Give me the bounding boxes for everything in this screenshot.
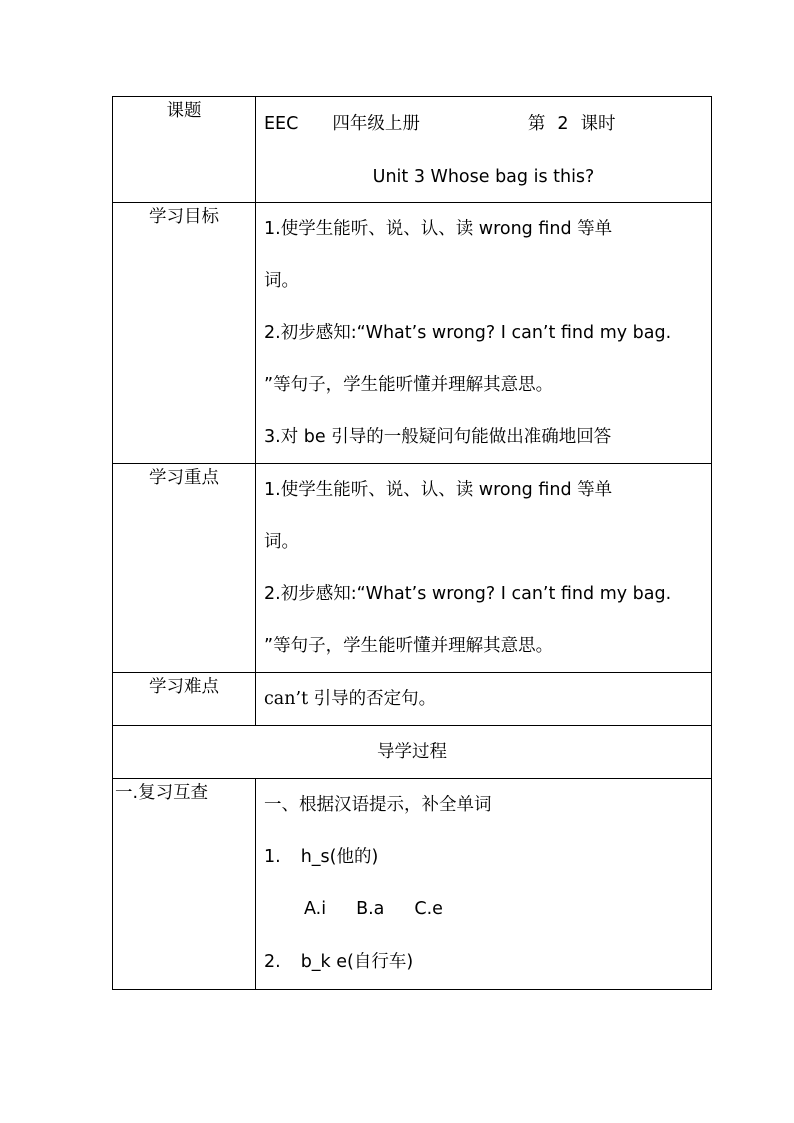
objective-line: 2.初步感知:“What’s wrong? I can’t find my bag.: [264, 323, 672, 343]
question-2: [256, 935, 711, 989]
objectives-label: 学习目标: [113, 203, 256, 464]
row-difficulty: [113, 673, 712, 726]
process-heading-cell: [113, 726, 712, 779]
objective-line: 词。: [264, 271, 299, 291]
row-review: [113, 779, 712, 990]
key-point-line: 1.使学生能听、说、认、读 wrong find 等单: [264, 480, 613, 500]
key-points-label: 学习重点: [113, 464, 256, 673]
option-c: C.e: [414, 899, 443, 919]
question-1-text: h_s(他的): [300, 847, 379, 867]
key-point-line: ”等句子，学生能听懂并理解其意思。: [264, 636, 554, 656]
grade-text: 四年级上册: [332, 114, 420, 134]
course-name: EEC: [264, 114, 299, 134]
review-content: [256, 779, 712, 990]
row-topic: [113, 97, 712, 203]
review-instruction: 一、根据汉语提示，补全单词: [264, 795, 492, 815]
difficulty-text: can’t 引导的否定句。: [264, 689, 437, 709]
row-objectives: [113, 203, 712, 464]
objective-line: ”等句子，学生能听懂并理解其意思。: [264, 375, 554, 395]
process-heading: 导学过程: [377, 742, 447, 762]
question-2-number: 2.: [264, 952, 281, 972]
question-2-text: b_k e(自行车): [300, 952, 414, 972]
objective-line: 3.对 be 引导的一般疑问句能做出准确地回答: [264, 427, 612, 447]
difficulty-label: 学习难点: [113, 673, 256, 726]
unit-title: Unit 3 Whose bag is this?: [372, 167, 595, 187]
key-point-line: 2.初步感知:“What’s wrong? I can’t find my bag.: [264, 584, 672, 604]
answer-options: [256, 883, 711, 935]
lesson-suffix: 课时: [580, 114, 616, 134]
question-1-number: 1.: [264, 847, 281, 867]
topic-label: 课题: [113, 97, 256, 203]
key-point-line: 词。: [264, 532, 299, 552]
course-info-line: [256, 97, 711, 152]
key-points-content: [256, 464, 712, 673]
option-a: A.i: [304, 899, 327, 919]
lesson-plan-table: [112, 96, 712, 990]
objectives-content: [256, 203, 712, 464]
objective-line: 1.使学生能听、说、认、读 wrong find 等单: [264, 219, 613, 239]
row-key-points: [113, 464, 712, 673]
option-b: B.a: [356, 899, 385, 919]
difficulty-content: [256, 673, 712, 726]
lesson-number: 2: [557, 114, 569, 134]
review-label: 一.复习互查: [113, 779, 256, 990]
lesson-prefix: 第: [527, 114, 546, 134]
question-1: [256, 831, 711, 883]
topic-content: [256, 97, 712, 203]
row-process-heading: [113, 726, 712, 779]
